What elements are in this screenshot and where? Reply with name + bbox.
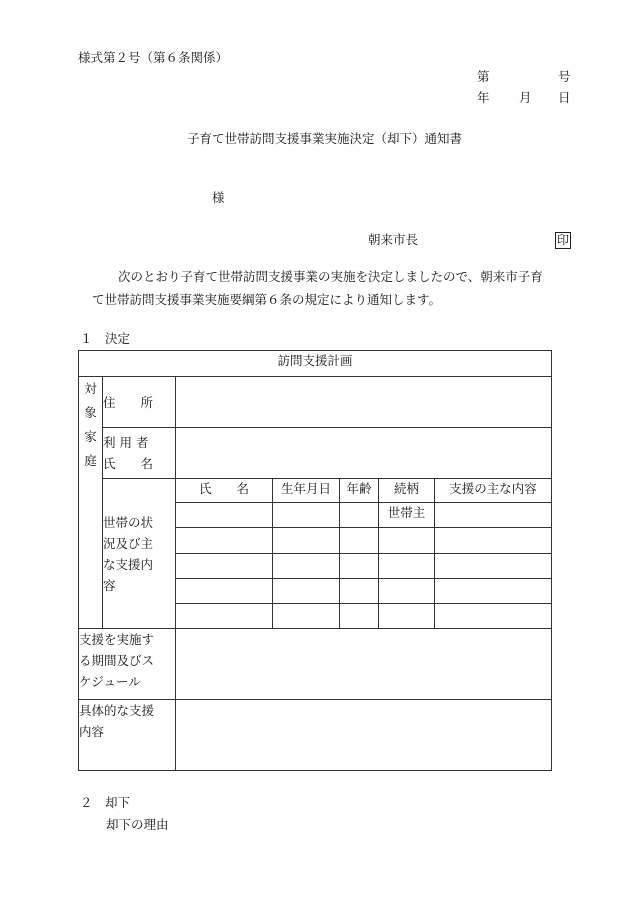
addressee-suffix: 様 — [212, 190, 225, 205]
body-text-line-2: て世帯訪問支援事業実施要綱第６条の規定により通知します。 — [92, 292, 442, 307]
table-cell[interactable] — [273, 604, 340, 629]
table-cell[interactable] — [379, 528, 435, 553]
table-cell[interactable] — [435, 528, 552, 553]
sender-name: 朝来市長 — [368, 232, 419, 247]
table-cell[interactable] — [176, 553, 273, 578]
col-header-birthdate: 生年月日 — [273, 478, 340, 502]
doc-number-suffix: 号 — [558, 69, 571, 84]
page-title: 子育て世帯訪問支援事業実施決定（却下）通知書 — [187, 131, 463, 146]
seal-mark: 印 — [556, 233, 569, 247]
table-cell[interactable] — [340, 528, 379, 553]
table-cell[interactable] — [273, 528, 340, 553]
address-label: 住 所 — [103, 377, 176, 428]
col-header-relation: 続柄 — [379, 478, 435, 502]
doc-number-prefix: 第 — [477, 69, 490, 84]
table-cell[interactable] — [340, 502, 379, 527]
date-year: 年 — [477, 90, 490, 105]
table-cell[interactable] — [435, 502, 552, 527]
section-decision-label: １ 決定 — [80, 331, 131, 346]
address-field[interactable] — [176, 377, 552, 428]
table-cell[interactable] — [340, 553, 379, 578]
table-cell[interactable] — [435, 553, 552, 578]
table-cell[interactable] — [340, 578, 379, 603]
col-header-name: 氏 名 — [176, 478, 273, 502]
specific-support-field[interactable] — [176, 700, 552, 771]
target-household-label: 対 象 家 庭 — [79, 377, 103, 629]
table-cell[interactable] — [273, 578, 340, 603]
user-name-field[interactable] — [176, 428, 552, 479]
table-cell[interactable] — [435, 578, 552, 603]
specific-support-label: 具体的な支援 内容 — [79, 700, 176, 771]
table-cell[interactable] — [379, 604, 435, 629]
section-rejection-label: ２ 却下 — [80, 795, 131, 810]
table-cell[interactable] — [176, 528, 273, 553]
schedule-field[interactable] — [176, 629, 552, 700]
table-cell[interactable] — [273, 502, 340, 527]
table-cell[interactable] — [176, 578, 273, 603]
table-cell[interactable] — [176, 502, 273, 527]
date-day: 日 — [558, 90, 571, 105]
table-cell[interactable] — [435, 604, 552, 629]
col-header-support-content: 支援の主な内容 — [435, 478, 552, 502]
table-cell[interactable] — [379, 578, 435, 603]
schedule-label: 支援を実施す る期間及びス ケジュール — [79, 629, 176, 700]
table-cell[interactable] — [340, 604, 379, 629]
situation-label: 世帯の状 況及び主 な支援内 容 — [103, 478, 176, 629]
col-header-age: 年齢 — [340, 478, 379, 502]
date-month: 月 — [519, 90, 532, 105]
table-cell[interactable] — [273, 553, 340, 578]
body-text-line-1: 次のとおり子育て世帯訪問支援事業の実施を決定しましたので、朝来市子育 — [118, 269, 543, 284]
table-cell[interactable] — [176, 604, 273, 629]
rejection-reason-label: 却下の理由 — [106, 817, 169, 832]
relation-head-of-household: 世帯主 — [379, 502, 435, 527]
user-name-label: 利 用 者 氏 名 — [103, 428, 176, 479]
visit-support-plan-table — [78, 350, 552, 771]
form-number: 様式第２号（第６条関係） — [78, 50, 229, 65]
table-cell[interactable] — [379, 553, 435, 578]
table-header: 訪問支援計画 — [79, 351, 552, 377]
